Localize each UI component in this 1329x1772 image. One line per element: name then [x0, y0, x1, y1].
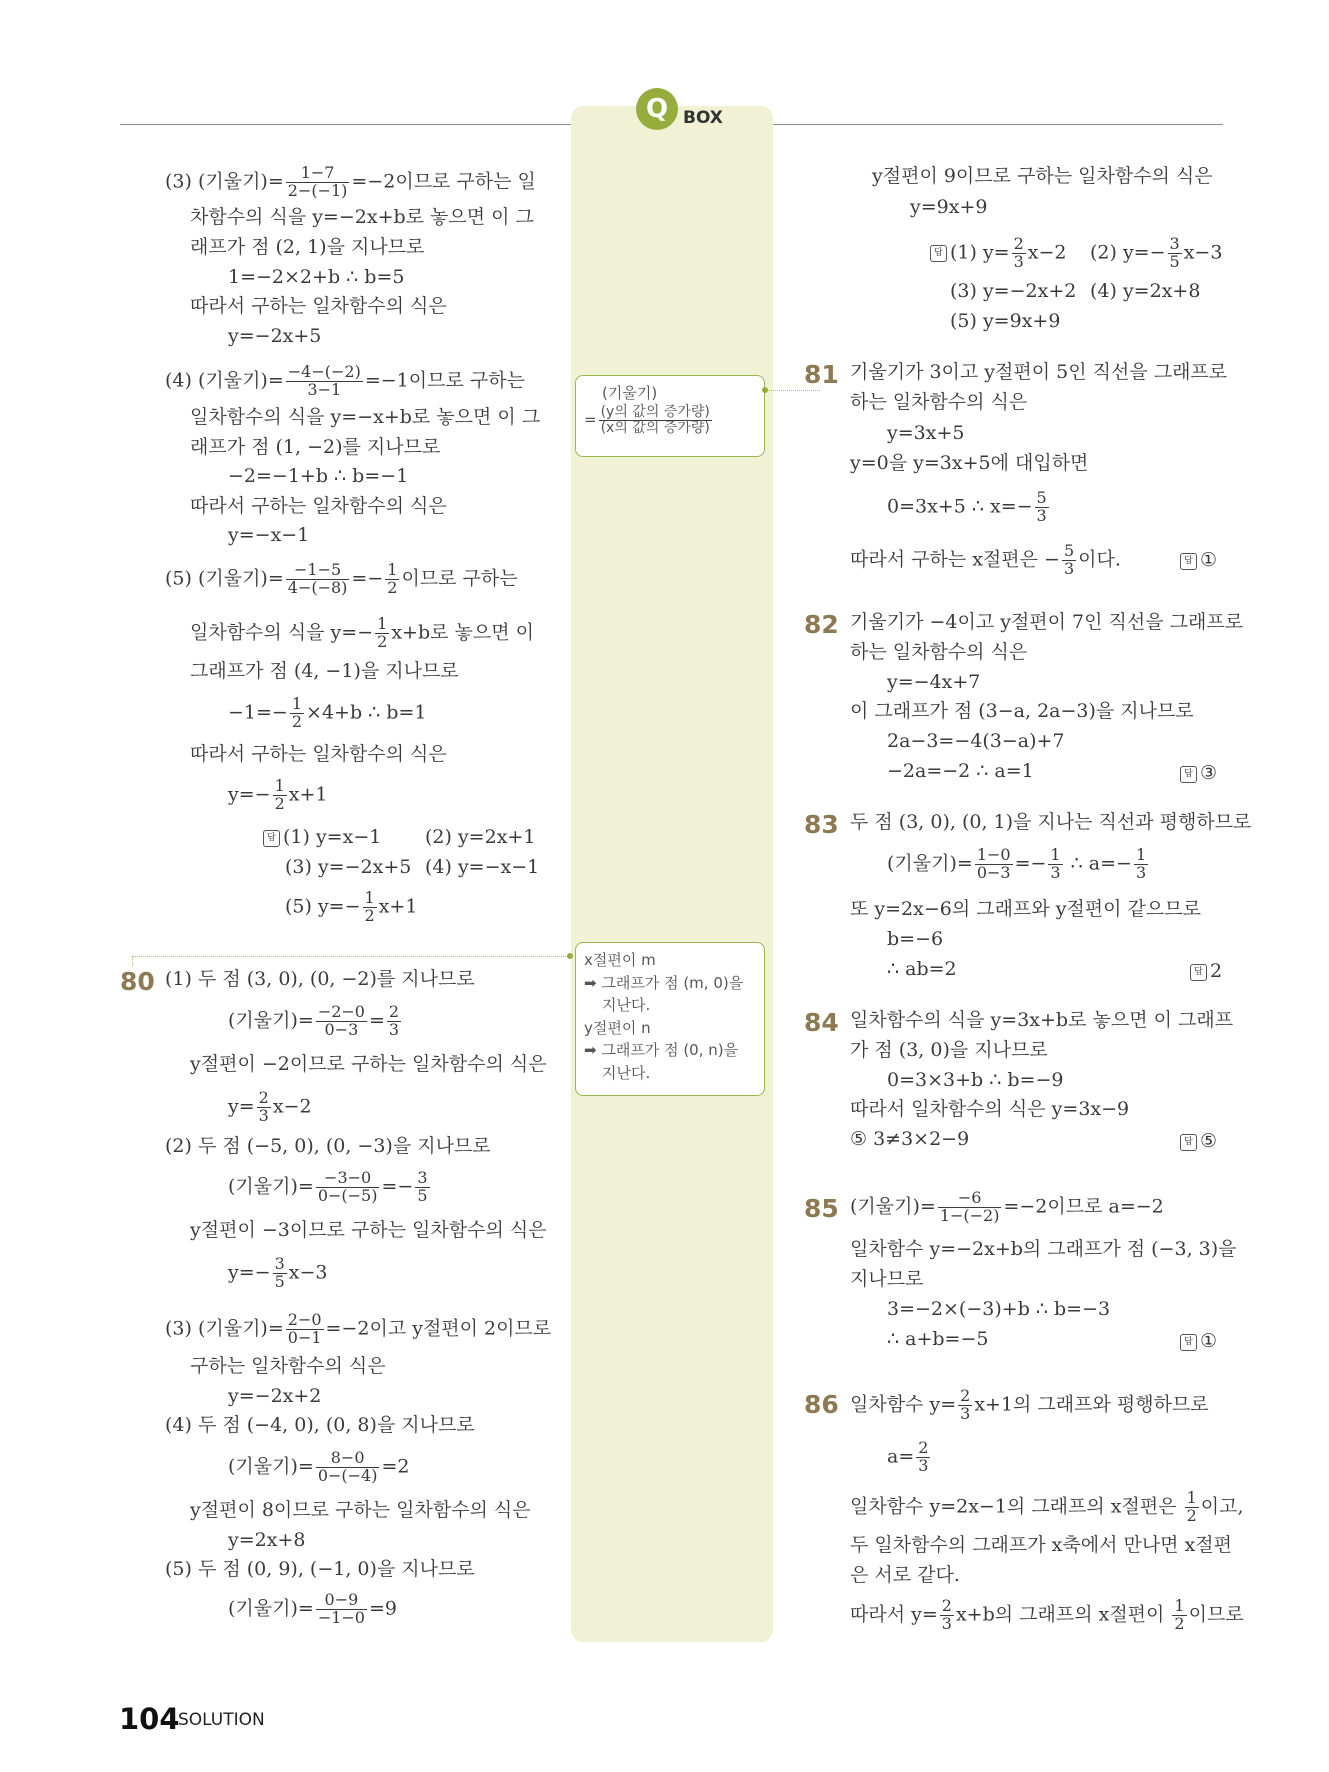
equation: a= $\frac{2}{3}$ [887, 1438, 929, 1475]
text-line: (4) 두 점 (−4, 0), (0, 8)을 지나므로 [165, 1414, 475, 1436]
note-line: ➡ 그래프가 점 (m, 0)을 [584, 973, 744, 992]
equation: −2=−1+b ∴ b=−1 [228, 465, 409, 487]
equation: 1=−2×2+b ∴ b=5 [228, 266, 405, 288]
text-line: 가 점 (3, 0)을 지나므로 [850, 1039, 1048, 1061]
equation: 3=−2×(−3)+b ∴ b=−3 [887, 1298, 1111, 1320]
equation: y=−x−1 [228, 524, 310, 546]
problem-number: 81 [804, 360, 839, 389]
text-line: 두 일차함수의 그래프가 x축에서 만나면 x절편 [850, 1534, 1233, 1556]
text-line: 기울기가 3이고 y절편이 5인 직선을 그래프로 [850, 361, 1228, 383]
fraction: $\frac{8-0}{0-(-4)}$ [317, 1448, 378, 1485]
answer-line: (5) y=− $\frac{1}{2}$ x+1 [285, 888, 418, 925]
answer-line: (3) y=−2x+2 [950, 280, 1077, 302]
fraction: $\frac{1}{3}$ [1135, 845, 1147, 882]
problem-number: 84 [804, 1008, 839, 1037]
fraction: $\frac{-4-(-2)}{3-1}$ [287, 362, 361, 399]
text-line: 두 점 (3, 0), (0, 1)을 지나는 직선과 평행하므로 [850, 811, 1252, 833]
fraction: $\frac{1-7}{2-(-1)}$ [287, 163, 348, 200]
fraction: $\frac{2}{3}$ [258, 1088, 269, 1125]
equation: −2a=−2 ∴ a=1 [887, 760, 1034, 782]
equation: (기울기)= $\frac{-6}{1-(-2)}$ =−2이므로 a=−2 [850, 1188, 1164, 1225]
answer-mark-icon: 답 [263, 830, 280, 847]
text-line: 따라서 구하는 일차함수의 식은 [190, 495, 447, 517]
equation: 0=3×3+b ∴ b=−9 [887, 1069, 1064, 1091]
equation: (기울기)= $\frac{-3-0}{0-(-5)}$ =− $\frac{3}{5}$ [228, 1168, 428, 1205]
text-line: 따라서 구하는 일차함수의 식은 [190, 743, 447, 765]
fraction: $\frac{3}{5}$ [274, 1254, 285, 1291]
text-line: (3) (기울기)= $\frac{1-7}{2-(-1)}$ =−2이므로 구하는 일 [165, 163, 536, 200]
problem-number: 86 [804, 1390, 839, 1419]
text-line: 일차함수의 식을 y=3x+b로 놓으면 이 그래프 [850, 1009, 1234, 1031]
text-line: y절편이 9이므로 구하는 일차함수의 식은 [872, 165, 1213, 187]
equation: y=−4x+7 [887, 671, 981, 693]
leader-line [132, 956, 133, 966]
leader-line [765, 390, 820, 391]
answer-line: (5) y=9x+9 [950, 310, 1061, 332]
text-line: 따라서 구하는 x절편은 − $\frac{5}{3}$ 이다. [850, 541, 1121, 578]
text-line: 차함수의 식을 y=−2x+b로 놓으면 이 그 [190, 206, 534, 228]
text-line: (1) 두 점 (3, 0), (0, −2)를 지나므로 [165, 968, 475, 990]
text-line: 또 y=2x−6의 그래프와 y절편이 같으므로 [850, 898, 1201, 920]
text-line: (4) (기울기)= $\frac{-4-(-2)}{3-1}$ =−1이므로 구하는 [165, 362, 525, 399]
fraction: $\frac{1}{2}$ [1174, 1596, 1185, 1633]
equation: y=9x+9 [910, 196, 988, 218]
equation: ∴ a+b=−5 [887, 1328, 989, 1350]
fraction: $\frac{2-0}{0-1}$ [287, 1310, 322, 1347]
qbox-column [571, 106, 773, 1642]
problem-number: 83 [804, 810, 839, 839]
leader-dot-icon [567, 953, 573, 959]
text-line: 은 서로 같다. [850, 1564, 960, 1586]
fraction: $\frac{1}{2}$ [274, 776, 285, 813]
answer-mark-icon: 답 [1190, 964, 1207, 981]
equation: y=3x+5 [887, 422, 965, 444]
fraction: $\frac{1}{2}$ [387, 560, 398, 597]
fraction: $\frac{3}{5}$ [417, 1168, 428, 1205]
text-line: 따라서 일차함수의 식은 y=3x−9 [850, 1098, 1130, 1120]
note-line: y절편이 n [584, 1018, 651, 1037]
answer-mark-icon: 답 [1180, 1334, 1197, 1351]
page-number: 104 [119, 1702, 180, 1736]
answer-line: 답 ① [1180, 1330, 1217, 1352]
text-line: 이 그래프가 점 (3−a, 2a−3)을 지나므로 [850, 700, 1194, 722]
text-line: 일차함수 y=2x−1의 그래프의 x절편은 $\frac{1}{2}$ 이고, [850, 1488, 1244, 1525]
text-line: 구하는 일차함수의 식은 [190, 1355, 386, 1377]
text-line: 따라서 y= $\frac{2}{3}$ x+b의 그래프의 x절편이 $\frac{1}{2}$ 이므로 [850, 1596, 1244, 1633]
text-line: 일차함수 y= $\frac{2}{3}$ x+1의 그래프와 평행하므로 [850, 1386, 1209, 1423]
slope-note: (기울기) = $\frac{\text{(y의 값의 증가량)}}{\text{(x의 값의 증가량)}}$ [575, 375, 765, 457]
answer-line: (3) y=−2x+5 [285, 856, 412, 878]
fraction: $\frac{2}{3}$ [960, 1386, 971, 1423]
text-line: (2) 두 점 (−5, 0), (0, −3)을 지나므로 [165, 1135, 491, 1157]
equation: y=−2x+5 [228, 325, 322, 347]
fraction: $\frac{-1-5}{4-(-8)}$ [287, 560, 348, 597]
answer-line: 답 ⑤ [1180, 1130, 1217, 1152]
fraction: $\frac{1-0}{0-3}$ [976, 845, 1011, 882]
answer-mark-icon: 답 [1180, 1134, 1197, 1151]
equation: (기울기)= $\frac{1-0}{0-3}$ =− $\frac{1}{3}$ ∴ a=− $\frac{1}{3}$ [887, 845, 1147, 882]
text-line: 지나므로 [850, 1268, 924, 1290]
text-line: 래프가 점 (2, 1)을 지나므로 [190, 236, 425, 258]
fraction: $\frac{2}{3}$ [918, 1438, 929, 1475]
note-title: (기울기) [602, 384, 658, 402]
equation: (기울기)= $\frac{-2-0}{0-3}$ = $\frac{2}{3}$ [228, 1002, 400, 1039]
fraction: $\frac{2}{3}$ [1013, 234, 1024, 271]
fraction: $\frac{-2-0}{0-3}$ [317, 1002, 365, 1039]
answer-line: 답 (1) y= $\frac{2}{3}$ x−2 [930, 236, 1067, 271]
note-line: 지난다. [602, 996, 651, 1014]
text-line: (5) (기울기)= $\frac{-1-5}{4-(-8)}$ =− $\frac{1}{2}$ 이므로 구하는 [165, 560, 518, 597]
fraction: $\frac{2}{3}$ [941, 1596, 952, 1633]
text-line: 기울기가 −4이고 y절편이 7인 직선을 그래프로 [850, 611, 1244, 633]
equation: y=−2x+2 [228, 1385, 322, 1407]
intercept-note [575, 942, 765, 1096]
fraction: $\frac{5}{3}$ [1036, 488, 1047, 525]
answer-line: 답 2 [1190, 960, 1222, 982]
text-line: y절편이 8이므로 구하는 일차함수의 식은 [190, 1499, 531, 1521]
fraction: $\frac{1}{2}$ [1186, 1488, 1197, 1525]
text-line: (3) (기울기)= $\frac{2-0}{0-1}$ =−2이고 y절편이 2이므로 [165, 1310, 552, 1347]
fraction: $\frac{0-9}{-1-0}$ [317, 1590, 365, 1627]
text-line: 래프가 점 (1, −2)를 지나므로 [190, 436, 441, 458]
equation: 0=3x+5 ∴ x=− $\frac{5}{3}$ [887, 488, 1047, 525]
answer-line: (4) y=−x−1 [425, 856, 540, 878]
fraction: $\frac{\text{(y의 값의 증가량)}}{\text{(x의 값의 증가량)}}$ [600, 404, 710, 436]
fraction: $\frac{-6}{1-(-2)}$ [939, 1188, 1000, 1225]
equation: y= $\frac{2}{3}$ x−2 [228, 1088, 312, 1125]
text-line: 일차함수의 식을 y=− $\frac{1}{2}$ x+b로 놓으면 이 [190, 614, 534, 651]
equation: y=2x+8 [228, 1529, 306, 1551]
fraction: $\frac{1}{2}$ [377, 614, 388, 651]
text-line: y=0을 y=3x+5에 대입하면 [850, 452, 1089, 474]
equation: y=− $\frac{1}{2}$ x+1 [228, 776, 328, 813]
note-line: x절편이 m [584, 951, 656, 969]
text-line: 일차함수의 식을 y=−x+b로 놓으면 이 그 [190, 406, 541, 428]
leader-dot-icon [762, 387, 768, 393]
equation: (기울기)= $\frac{8-0}{0-(-4)}$ =2 [228, 1448, 410, 1485]
equation: b=−6 [887, 928, 944, 950]
fraction: $\frac{1}{2}$ [291, 694, 303, 731]
equation: ∴ ab=2 [887, 958, 957, 980]
answer-line: 답 ① [1180, 549, 1217, 571]
problem-number: 82 [804, 610, 839, 639]
text-line: 일차함수 y=−2x+b의 그래프가 점 (−3, 3)을 [850, 1238, 1237, 1260]
answer-line: 답 (1) y=x−1 [263, 826, 381, 848]
text-line: 하는 일차함수의 식은 [850, 641, 1028, 663]
problem-number: 80 [120, 967, 155, 996]
footer-label: SOLUTION [178, 1710, 265, 1730]
answer-line: (4) y=2x+8 [1090, 280, 1201, 302]
q-box-label: BOX [683, 108, 723, 128]
answer-mark-icon: 답 [1180, 553, 1197, 570]
fraction: $\frac{1}{3}$ [1050, 845, 1061, 882]
q-badge-icon: Q [636, 88, 678, 130]
text-line: y절편이 −2이므로 구하는 일차함수의 식은 [190, 1053, 547, 1075]
text-line: (5) 두 점 (0, 9), (−1, 0)을 지나므로 [165, 1558, 475, 1580]
text-line: 하는 일차함수의 식은 [850, 391, 1028, 413]
problem-number: 85 [804, 1194, 839, 1223]
text-line: ⑤ 3≠3×2−9 [850, 1128, 970, 1150]
fraction: $\frac{-3-0}{0-(-5)}$ [317, 1168, 378, 1205]
equation: −1=− $\frac{1}{2}$ ×4+b ∴ b=1 [228, 694, 427, 731]
answer-mark-icon: 답 [930, 245, 947, 262]
answer-line: (2) y=2x+1 [425, 826, 536, 848]
answer-line: (2) y=− $\frac{3}{5}$ x−3 [1090, 234, 1223, 271]
text-line: 그래프가 점 (4, −1)을 지나므로 [190, 660, 459, 682]
equation: 2a−3=−4(3−a)+7 [887, 730, 1065, 752]
answer-line: 답 ③ [1180, 762, 1217, 784]
fraction: $\frac{5}{3}$ [1063, 541, 1075, 578]
fraction: $\frac{1}{2}$ [364, 888, 375, 925]
note-line: 지난다. [602, 1063, 651, 1082]
answer-mark-icon: 답 [1180, 766, 1197, 783]
fraction: $\frac{2}{3}$ [388, 1002, 400, 1039]
equation: (기울기)= $\frac{0-9}{-1-0}$ =9 [228, 1590, 397, 1627]
text-line: 따라서 구하는 일차함수의 식은 [190, 295, 447, 317]
fraction: $\frac{3}{5}$ [1169, 234, 1180, 271]
equation: y=− $\frac{3}{5}$ x−3 [228, 1254, 328, 1291]
note-line: ➡ 그래프가 점 (0, n)을 [584, 1041, 739, 1059]
text-line: y절편이 −3이므로 구하는 일차함수의 식은 [190, 1219, 547, 1241]
leader-line [132, 956, 570, 957]
